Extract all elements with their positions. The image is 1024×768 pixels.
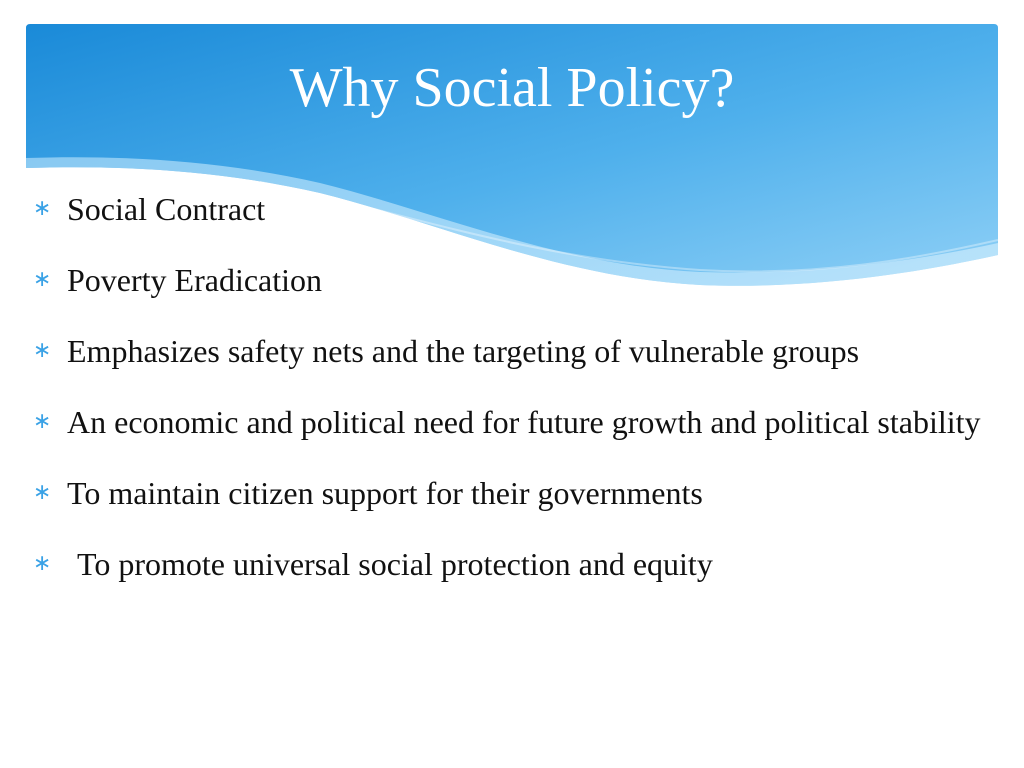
asterisk-bullet-icon: ∗ (33, 267, 52, 292)
bullet-text: To promote universal social protection and equity (77, 546, 713, 582)
bullet-text: An economic and political need for future growth and political stability (67, 404, 981, 440)
bullet-list (33, 178, 981, 604)
asterisk-bullet-icon: ∗ (33, 480, 52, 505)
bullet-item (33, 249, 981, 311)
asterisk-bullet-icon: ∗ (33, 338, 52, 363)
asterisk-bullet-icon: ∗ (33, 551, 52, 576)
bullet-text: To maintain citizen support for their governments (67, 475, 703, 511)
bullet-item (33, 533, 981, 595)
bullet-text: Poverty Eradication (67, 262, 323, 298)
bullet-text: Emphasizes safety nets and the targeting of vulnerable groups (67, 333, 860, 369)
bullet-item (33, 178, 981, 240)
bullet-item (33, 320, 981, 382)
slide-title: Why Social Policy? (289, 57, 735, 119)
bullet-text: Social Contract (67, 191, 266, 227)
asterisk-bullet-icon: ∗ (33, 196, 52, 221)
asterisk-bullet-icon: ∗ (33, 409, 52, 434)
bullet-item (33, 462, 981, 524)
bullet-item (33, 391, 981, 453)
